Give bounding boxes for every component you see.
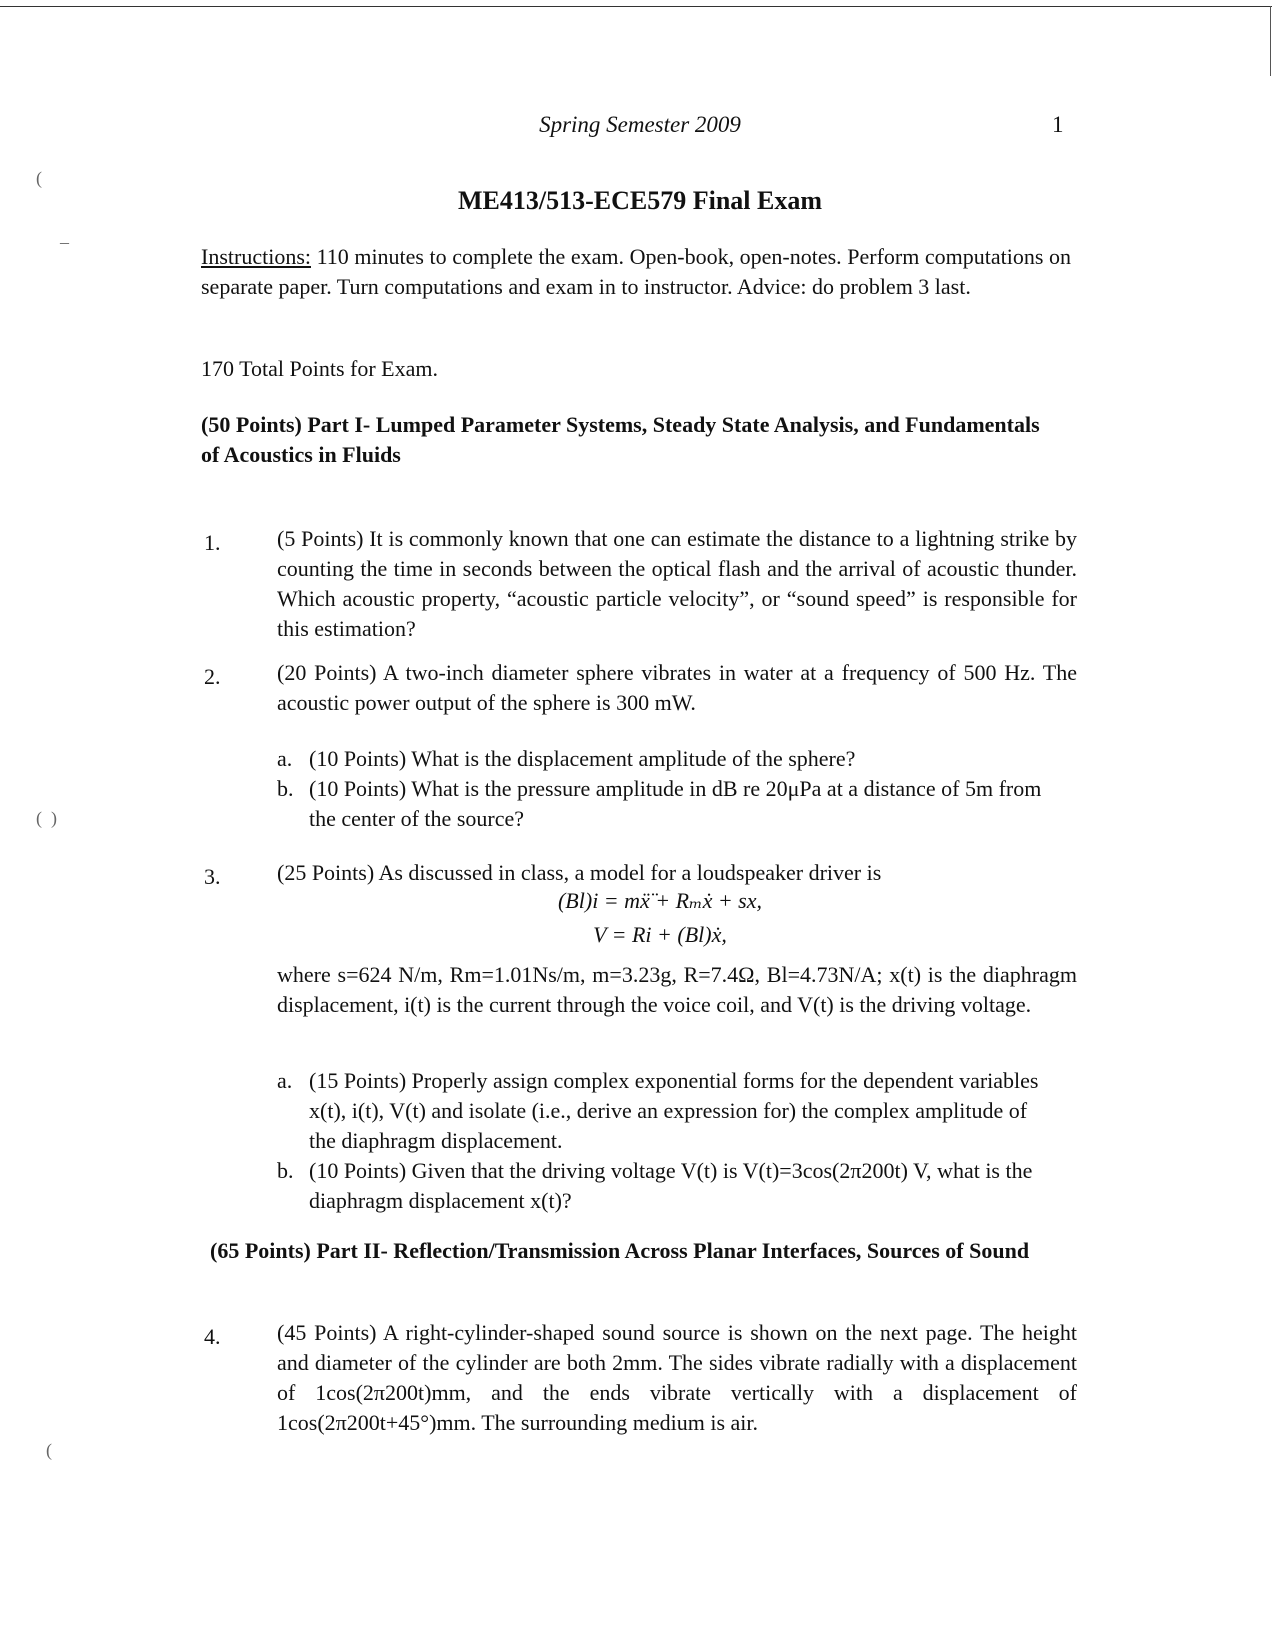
q3-part-b bbox=[277, 1156, 1077, 1216]
q3-equation-2: V = Ri + (Bl)ẋ, bbox=[593, 922, 727, 947]
q1-number: 1. bbox=[204, 530, 221, 555]
instructions-label: Instructions: bbox=[201, 244, 311, 269]
scan-mark: ( bbox=[46, 1440, 52, 1460]
q2-a-label: a. bbox=[277, 746, 293, 771]
page-title: ME413/513-ECE579 Final Exam bbox=[457, 186, 822, 215]
q3-a-text: (15 Points) Properly assign complex exponential forms for the dependent variables x(t), i(t), V(t) and isolate (i.e., derive an expression for) the complex amplitude of the diaphragm displacement. bbox=[309, 1068, 1039, 1153]
instructions-text: 110 minutes to complete the exam. Open-book, open-notes. Perform computations on separate paper. Turn computations and exam in to instructor. Advice: do problem 3 last. bbox=[201, 244, 1072, 299]
q2-a-text: (10 Points) What is the displacement amplitude of the sphere? bbox=[309, 746, 856, 771]
q3-number: 3. bbox=[204, 864, 221, 889]
q4-text: (45 Points) A right-cylinder-shaped sound source is shown on the next page. The height and diameter of the cylinder are both 2mm. The sides vibrate radially with a displacement of 1cos(2π200t)mm, and the ends vibrate vertically with a displacement of 1cos(2π200t+45°)mm. The surrounding medium is air. bbox=[277, 1320, 1077, 1435]
scan-mark: ( bbox=[36, 168, 42, 188]
q3-part-a bbox=[277, 1066, 1077, 1156]
part2-heading: (65 Points) Part II- Reflection/Transmission Across Planar Interfaces, Sources of Sound bbox=[210, 1238, 1030, 1263]
page-number: 1 bbox=[1052, 112, 1064, 137]
q1-text: (5 Points) It is commonly known that one can estimate the distance to a lightning strike by counting the time in seconds between the optical flash and the arrival of acoustic thunder. Which acoustic property, “acoustic particle velocity”, or “sound speed” is responsible for this estimation? bbox=[277, 526, 1077, 641]
q2-number: 2. bbox=[204, 664, 221, 689]
scan-mark: – bbox=[60, 232, 69, 252]
q2-part-a bbox=[277, 744, 1077, 774]
semester-header: Spring Semester 2009 bbox=[539, 112, 741, 137]
instructions bbox=[201, 242, 1071, 302]
q3-b-label: b. bbox=[277, 1158, 294, 1183]
q4-number: 4. bbox=[204, 1324, 221, 1349]
scan-top-border bbox=[0, 6, 1272, 7]
q3-where-text: where s=624 N/m, Rm=1.01Ns/m, m=3.23g, R=7.4Ω, Bl=4.73N/A; x(t) is the diaphragm displacement, i(t) is the current through the voice coil, and V(t) is the driving voltage. bbox=[277, 962, 1077, 1017]
total-points: 170 Total Points for Exam. bbox=[201, 356, 438, 381]
scan-mark: ( ) bbox=[36, 808, 57, 828]
part1-heading: (50 Points) Part I- Lumped Parameter Systems, Steady State Analysis, and Fundamentals of Acoustics in Fluids bbox=[201, 412, 1040, 467]
q3-b-text: (10 Points) Given that the driving voltage V(t) is V(t)=3cos(2π200t) V, what is the diaphragm displacement x(t)? bbox=[309, 1158, 1033, 1213]
q3-text: (25 Points) As discussed in class, a model for a loudspeaker driver is bbox=[277, 860, 882, 885]
q3-equation-1: (Bl)i = mẍ̈ + Rₘẋ + sx, bbox=[557, 888, 763, 913]
q2-part-b bbox=[277, 774, 1077, 834]
q3-a-label: a. bbox=[277, 1068, 293, 1093]
q2-b-text: (10 Points) What is the pressure amplitude in dB re 20μPa at a distance of 5m from the center of the source? bbox=[309, 776, 1042, 831]
q2-b-label: b. bbox=[277, 776, 294, 801]
scan-right-border bbox=[1270, 6, 1271, 76]
q2-text: (20 Points) A two-inch diameter sphere vibrates in water at a frequency of 500 Hz. The acoustic power output of the sphere is 300 mW. bbox=[277, 660, 1077, 715]
